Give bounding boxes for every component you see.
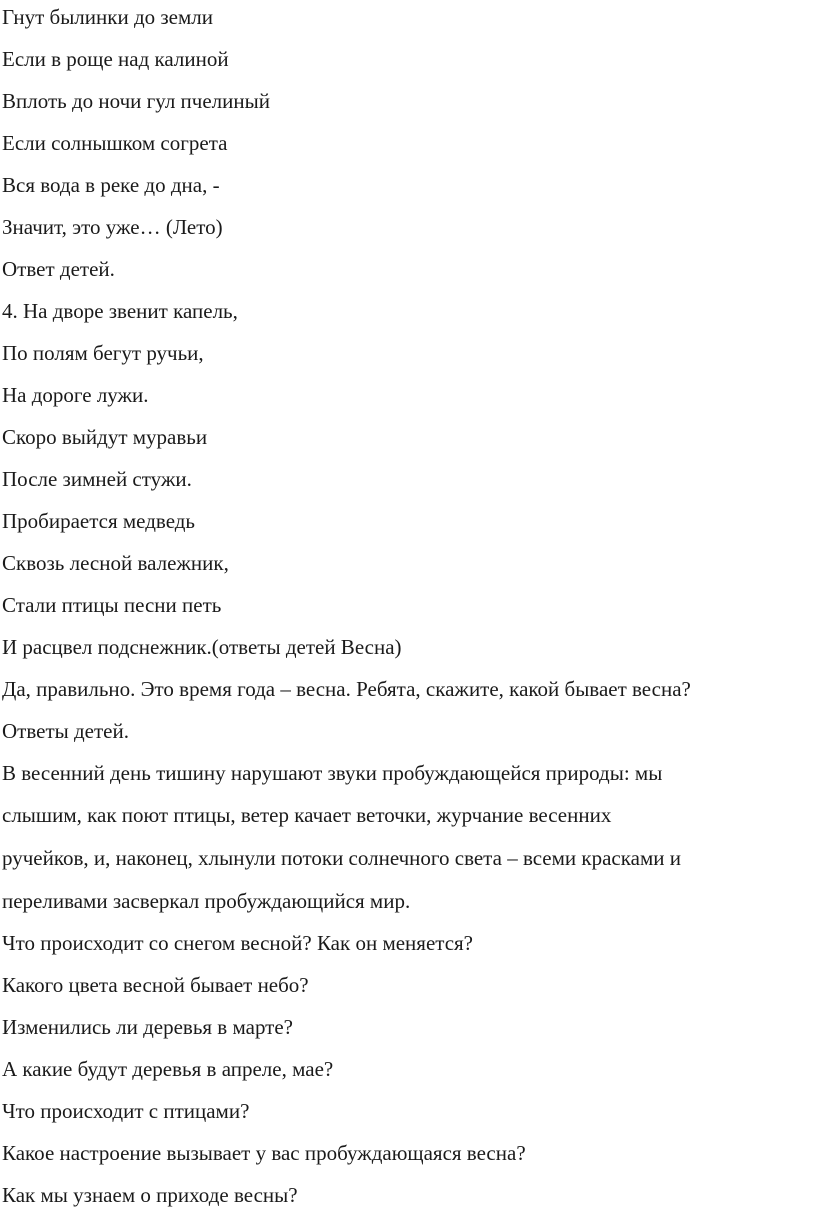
text-line: Что происходит с птицами?: [2, 1099, 250, 1123]
text-line: Как мы узнаем о приходе весны?: [2, 1183, 298, 1207]
text-line: После зимней стужи.: [2, 467, 192, 491]
text-line: Какого цвета весной бывает небо?: [2, 973, 309, 997]
text-line: Вся вода в реке до дна, -: [2, 173, 220, 197]
text-line: Ответы детей.: [2, 719, 129, 743]
text-line: Если солнышком согрета: [2, 131, 228, 155]
text-line: Да, правильно. Это время года – весна. Ребята, скажите, какой бывает весна?: [2, 677, 691, 701]
text-line: Вплоть до ночи гул пчелиный: [2, 89, 270, 113]
text-line: По полям бегут ручьи,: [2, 341, 204, 365]
text-line: Какое настроение вызывает у вас пробуждающаяся весна?: [2, 1141, 526, 1165]
text-line: ручейков, и, наконец, хлынули потоки солнечного света – всеми красками и: [2, 846, 681, 870]
text-line: Если в роще над калиной: [2, 47, 229, 71]
text-line: Гнут былинки до земли: [2, 5, 214, 29]
text-line: 4. На дворе звенит капель,: [2, 299, 238, 323]
document-page: [2, 0, 814, 1224]
text-line: В весенний день тишину нарушают звуки пробуждающейся природы: мы: [2, 761, 663, 785]
text-line: Значит, это уже… (Лето): [2, 215, 223, 239]
text-line: слышим, как поют птицы, ветер качает веточки, журчание весенних: [2, 803, 612, 827]
text-line: Стали птицы песни петь: [2, 593, 222, 617]
text-line: А какие будут деревья в апреле, мае?: [2, 1057, 334, 1081]
text-line: Изменились ли деревья в марте?: [2, 1015, 293, 1039]
text-line: Сквозь лесной валежник,: [2, 551, 229, 575]
text-line: переливами засверкал пробуждающийся мир.: [2, 889, 411, 913]
text-line: Ответ детей.: [2, 257, 115, 281]
text-line: Скоро выйдут муравьи: [2, 425, 208, 449]
text-line: И расцвел подснежник.(ответы детей Весна): [2, 635, 402, 659]
text-line: Пробирается медведь: [2, 509, 196, 533]
text-line: На дороге лужи.: [2, 383, 149, 407]
text-line: Что происходит со снегом весной? Как он меняется?: [2, 931, 474, 955]
